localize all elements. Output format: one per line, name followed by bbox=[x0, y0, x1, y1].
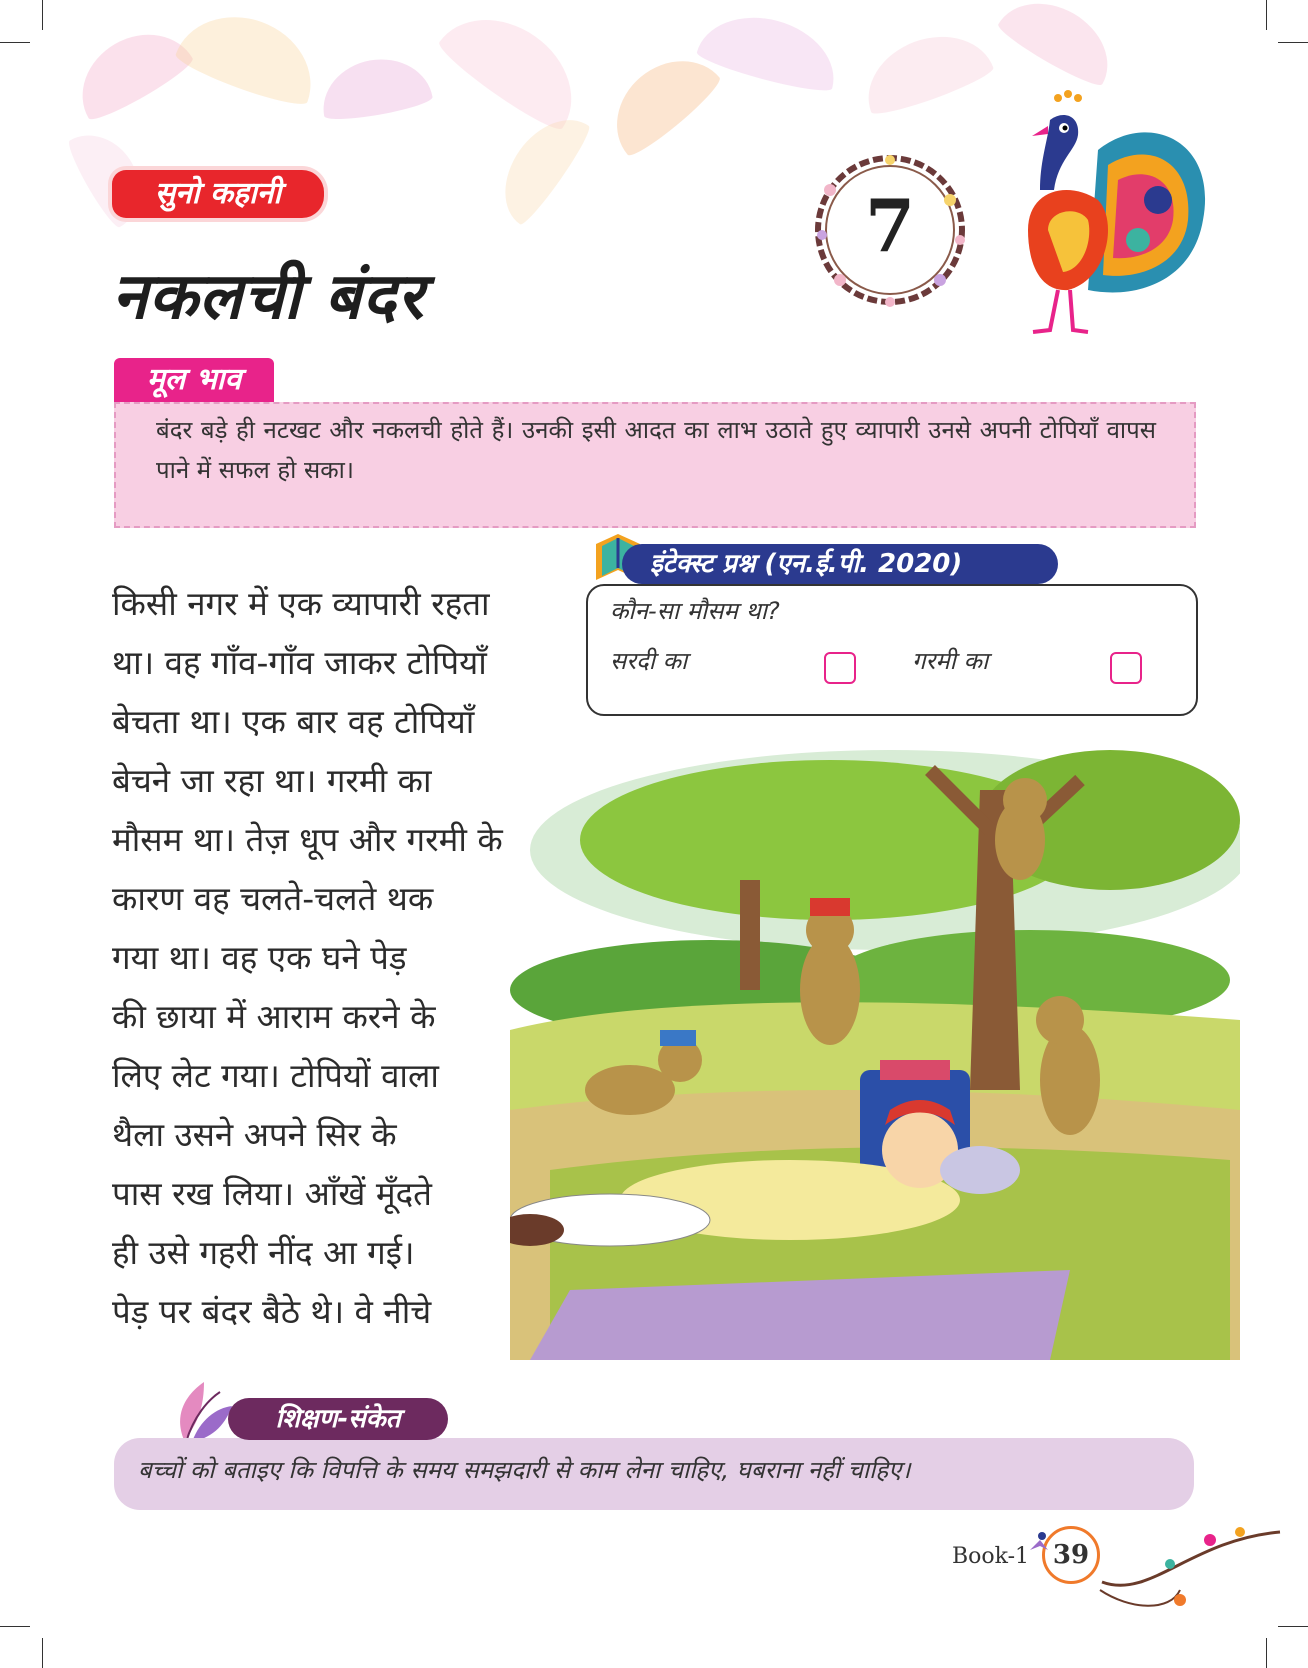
story-line: पेड़ पर बंदर बैठे थे। वे नीचे bbox=[112, 1292, 432, 1331]
chapter-title: नकलची बंदर bbox=[112, 260, 425, 334]
story-line: की छाया में आराम करने के bbox=[112, 997, 436, 1036]
section-tag: सुनो कहानी bbox=[112, 170, 324, 218]
story-illustration bbox=[510, 730, 1240, 1360]
story-line: बेचता था। एक बार वह टोपियाँ bbox=[112, 702, 475, 741]
question-box bbox=[586, 584, 1198, 716]
story-line: कारण वह चलते-चलते थक bbox=[112, 879, 434, 918]
teaching-tip-text: बच्चों को बताइए कि विपत्ति के समय समझदारी से काम लेना चाहिए, घबराना नहीं चाहिए। bbox=[138, 1456, 911, 1484]
crop-mark bbox=[1278, 1626, 1308, 1627]
story-line: गया था। वह एक घने पेड़ bbox=[112, 938, 407, 977]
option-label: सरदी का bbox=[610, 647, 688, 675]
story-line: लिए लेट गया। टोपियों वाला bbox=[112, 1056, 439, 1095]
story-line: ही उसे गहरी नींद आ गई। bbox=[112, 1233, 415, 1272]
book-label: Book-1 bbox=[952, 1544, 1030, 1569]
peacock-illustration bbox=[988, 80, 1218, 350]
crop-mark bbox=[42, 1638, 43, 1668]
option-checkbox-winter[interactable] bbox=[824, 652, 856, 684]
story-line: थैला उसने अपने सिर के bbox=[112, 1115, 397, 1154]
crop-mark bbox=[1278, 42, 1308, 43]
crop-mark bbox=[42, 0, 43, 30]
question-prompt: कौन-सा मौसम था? bbox=[610, 597, 780, 625]
option-label: गरमी का bbox=[912, 647, 989, 675]
teaching-tip-heading: शिक्षण-संकेत bbox=[228, 1398, 448, 1440]
story-line: पास रख लिया। आँखें मूँदते bbox=[112, 1174, 432, 1213]
crop-mark bbox=[1266, 1638, 1267, 1668]
theme-text: बंदर बड़े ही नटखट और नकलची होते हैं। उनकी इसी आदत का लाभ उठाते हुए व्यापारी उनसे अपनी टोपियाँ वापस पाने में सफल हो सका। bbox=[156, 416, 1156, 484]
story-line: बेचने जा रहा था। गरमी का bbox=[112, 761, 432, 800]
option-checkbox-summer[interactable] bbox=[1110, 652, 1142, 684]
story-line: मौसम था। तेज़ धूप और गरमी के bbox=[112, 820, 503, 859]
crop-mark bbox=[1266, 0, 1267, 30]
chapter-number: 7 bbox=[864, 183, 916, 268]
story-line: किसी नगर में एक व्यापारी रहता bbox=[112, 584, 490, 623]
floral-vine-decoration bbox=[1030, 1520, 1290, 1620]
story-line: था। वह गाँव-गाँव जाकर टोपियाँ bbox=[112, 643, 487, 682]
page-number: 39 bbox=[1042, 1526, 1100, 1584]
question-banner: इंटेक्स्ट प्रश्न (एन.ई.पी. 2020) bbox=[622, 544, 1058, 584]
crop-mark bbox=[0, 1626, 30, 1627]
theme-heading: मूल भाव bbox=[114, 358, 274, 402]
crop-mark bbox=[0, 42, 30, 43]
